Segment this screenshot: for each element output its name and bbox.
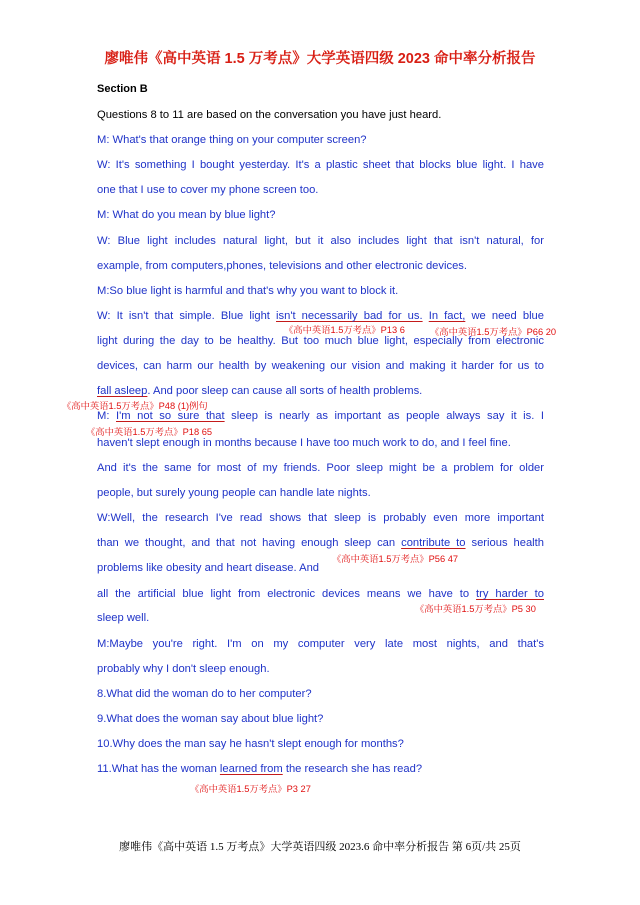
page-footer: 廖唯伟《高中英语 1.5 万考点》大学英语四级 2023.6 命中率分析报告 第 6页/共 25页 — [119, 841, 521, 853]
highlight-phrase: fall asleep — [97, 385, 148, 397]
reference-note: 《高中英语1.5万考点》P13 6 — [284, 325, 405, 335]
dialogue-line: light during the day to be healthy. But too much blue light, especially from electronic — [97, 335, 544, 347]
dialogue-line: M: What do you mean by blue light? — [97, 209, 276, 221]
reference-note: 《高中英语1.5万考点》P56 47 — [332, 554, 459, 564]
highlight-phrase: In fact, — [428, 310, 466, 322]
page-title: 廖唯伟《高中英语 1.5 万考点》大学英语四级 2023 命中率分析报告 — [104, 51, 536, 67]
reference-note: 《高中英语1.5万考点》P5 30 — [415, 604, 536, 614]
dialogue-line: W:Well, the research I've read shows that sleep is probably even more important — [97, 512, 544, 524]
highlight-phrase: isn't necessarily bad for us. — [276, 310, 423, 322]
reference-note: 《高中英语1.5万考点》P66 20 — [430, 327, 557, 337]
text-segment: 11.What has the woman — [97, 763, 220, 775]
dialogue-line: example, from computers,phones, televisions and other electronic devices. — [97, 260, 467, 272]
dialogue-line — [97, 537, 544, 549]
dialogue-line: M: What's that orange thing on your computer screen? — [97, 134, 367, 146]
dialogue-line — [97, 588, 544, 600]
text-segment: . And poor sleep can cause all sorts of health problems. — [147, 385, 423, 397]
intro-text: Questions 8 to 11 are based on the conversation you have just heard. — [97, 109, 442, 121]
dialogue-line — [97, 410, 544, 422]
dialogue-line: haven't slept enough in months because I have too much work to do, and I feel fine. — [97, 437, 511, 449]
dialogue-line — [97, 385, 422, 397]
dialogue-line: M:Maybe you're right. I'm on my computer very late most nights, and that's — [97, 638, 544, 650]
dialogue-line: devices, can harm our health by weakening our vision and making it harder for us to — [97, 360, 544, 372]
highlight-phrase: contribute to — [401, 537, 466, 549]
dialogue-line: W: Blue light includes natural light, but it also includes light that isn't natural, for — [97, 235, 544, 247]
section-heading: Section B — [97, 83, 148, 95]
dialogue-line: And it's the same for most of my friends. Poor sleep might be a problem for older — [97, 462, 544, 474]
text-segment: than we thought, and that not having enough sleep can — [97, 537, 402, 549]
highlight-phrase: learned from — [219, 763, 283, 775]
text-segment: the research she has read? — [282, 763, 423, 775]
reference-note: 《高中英语1.5万考点》P18 65 — [86, 427, 213, 437]
question-9: 9.What does the woman say about blue light? — [97, 713, 324, 725]
reference-note: 《高中英语1.5万考点》P3 27 — [190, 784, 311, 794]
reference-note: 《高中英语1.5万考点》P48 (1)例句 — [62, 401, 208, 411]
text-segment: M: — [97, 410, 116, 422]
dialogue-line: people, but surely young people can handle late nights. — [97, 487, 371, 499]
text-segment: sleep is nearly as important as people always say it is. I — [224, 410, 544, 422]
dialogue-line: W: It's something I bought yesterday. It's a plastic sheet that blocks blue light. I have — [97, 159, 544, 171]
dialogue-line: sleep well. — [97, 612, 150, 624]
text-segment: serious health — [465, 537, 545, 549]
dialogue-line: one that I use to cover my phone screen too. — [97, 184, 319, 196]
highlight-phrase: I'm not so sure that — [116, 410, 225, 422]
dialogue-line — [97, 310, 544, 322]
dialogue-line: problems like obesity and heart disease. And — [97, 562, 320, 574]
question-8: 8.What did the woman do to her computer? — [97, 688, 312, 700]
dialogue-line: probably why I don't sleep enough. — [97, 663, 270, 675]
highlight-phrase: try harder to — [476, 588, 544, 600]
text-segment: W: It isn't that simple. Blue light — [97, 310, 277, 322]
dialogue-line: M:So blue light is harmful and that's why you want to block it. — [97, 285, 399, 297]
question-10: 10.Why does the man say he hasn't slept enough for months? — [97, 738, 404, 750]
question-11 — [97, 763, 422, 775]
text-segment: we need blue — [465, 310, 544, 322]
text-segment: all the artificial blue light from electronic devices means we have to — [97, 588, 477, 600]
